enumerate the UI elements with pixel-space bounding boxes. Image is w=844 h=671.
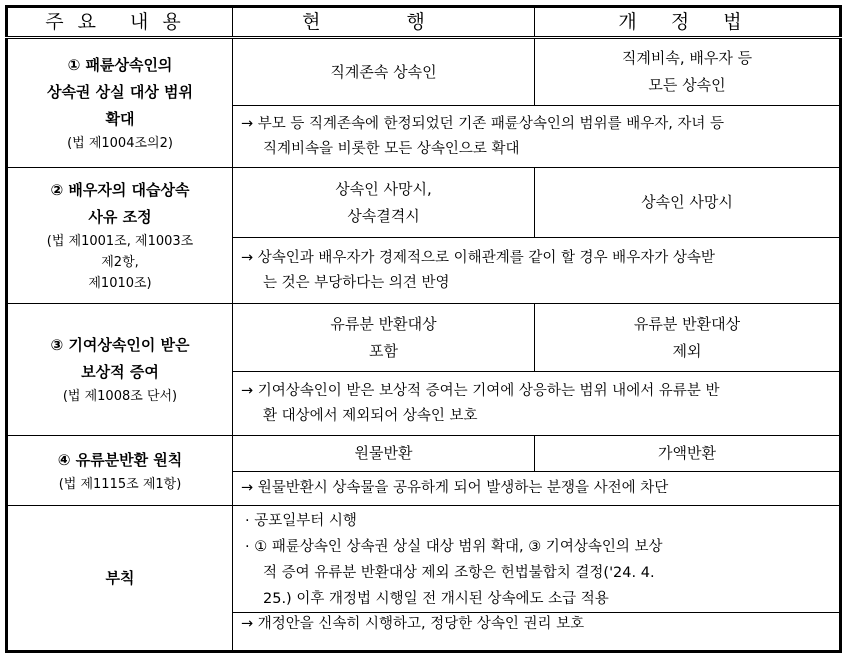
row3-note: → 기여상속인이 받은 보상적 증여는 기여에 상응하는 범위 내에서 유류분 반 환 대상에서 제외되어 상속인 보호 [233, 372, 841, 436]
row4-category: ④ 유류분반환 원칙 (법 제1115조 제1항) [7, 436, 233, 506]
law-amendment-table [5, 5, 842, 653]
header-main-content: 주요 내용 [7, 7, 233, 38]
row2-current: 상속인 사망시, 상속결격시 [233, 168, 535, 238]
row1-law-ref: (법 제1004조의2) [67, 136, 173, 151]
row1-category: ① 패륜상속인의 상속권 상실 대상 범위 확대 (법 제1004조의2) [7, 38, 233, 168]
row4-law-ref: (법 제1115조 제1항) [58, 476, 182, 492]
row2-law-ref-2: 제2항, [101, 255, 139, 270]
row3-category: ③ 기여상속인이 받은 보상적 증여 (법 제1008조 단서) [7, 304, 233, 436]
supplement-note: → 개정안을 신속히 시행하고, 정당한 상속인 권리 보호 [233, 612, 839, 635]
row4-note: → 원물반환시 상속물을 공유하게 되어 발생하는 분쟁을 사전에 차단 [233, 472, 841, 506]
supplement-bullet-1: · 공포일부터 시행 [245, 513, 357, 529]
row3-current: 유류분 반환대상 포함 [233, 304, 535, 372]
row2-law-ref-1: (법 제1001조, 제1003조 [46, 234, 194, 249]
table-row [7, 436, 841, 472]
row1-note: → 부모 등 직계존속에 한정되었던 기존 패륜상속인의 범위를 배우자, 자녀 등 직계비속을 비롯한 모든 상속인으로 확대 [233, 106, 841, 168]
supplement-title: 부칙 [7, 506, 233, 652]
law-amendment-table-wrapper [5, 5, 839, 666]
supplement-bullet-2b: 적 증여 유류분 반환대상 제외 조항은 헌법불합치 결정('24. 4. [263, 565, 655, 581]
table-row [7, 168, 841, 238]
row4-current: 원물반환 [233, 436, 535, 472]
table-row [7, 506, 841, 652]
header-current: 현 행 [233, 7, 535, 38]
supplement-bullet-2a: · ① 패륜상속인 상속권 상실 대상 범위 확대, ③ 기여상속인의 보상 [245, 539, 663, 555]
header-revised: 개 정 법 [535, 7, 841, 38]
row4-revised: 가액반환 [535, 436, 841, 472]
table-header-row [7, 7, 841, 38]
row2-note: → 상속인과 배우자가 경제적으로 이해관계를 같이 할 경우 배우자가 상속받 는 것은 부당하다는 의견 반영 [233, 238, 841, 304]
row2-revised: 상속인 사망시 [535, 168, 841, 238]
table-row [7, 38, 841, 106]
row3-revised: 유류분 반환대상 제외 [535, 304, 841, 372]
table-row [7, 304, 841, 372]
row2-category: ② 배우자의 대습상속 사유 조정 (법 제1001조, 제1003조 제2항, 제1010조) [7, 168, 233, 304]
supplement-bullet-2c: 25.) 이후 개정법 시행일 전 개시된 상속에도 소급 적용 [263, 591, 609, 607]
row1-current: 직계존속 상속인 [233, 38, 535, 106]
row1-revised: 직계비속, 배우자 등 모든 상속인 [535, 38, 841, 106]
row2-law-ref-3: 제1010조) [88, 276, 152, 291]
row3-law-ref: (법 제1008조 단서) [62, 389, 178, 404]
supplement-content [233, 506, 841, 652]
